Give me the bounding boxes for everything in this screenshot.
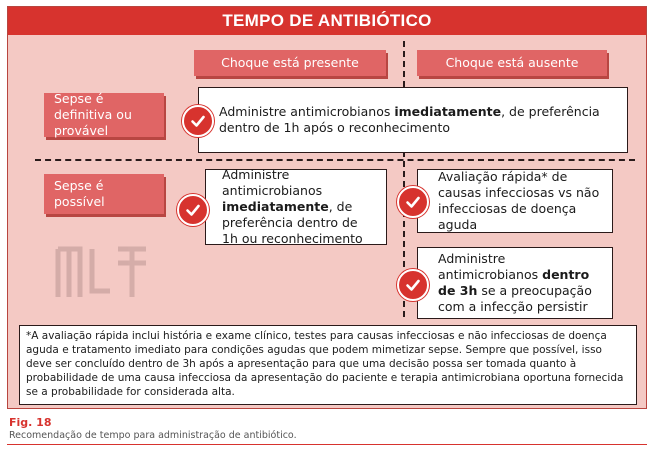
box-possible-absent-admin [417,247,613,319]
watermark-logo [52,239,152,301]
check-icon [397,186,429,218]
row-label-sepsis-definite: Sepse é definitiva ou provável [44,93,164,137]
infographic-frame [7,6,647,409]
horizontal-divider [35,159,635,161]
column-header-shock-absent: Choque está ausente [417,50,607,76]
footnote: *A avaliação rápida inclui história e exame clínico, testes para causas infecciosas e não infecciosas de doença aguda e tratamento imediato para condições agudas que podem mimetizar sepse. Sempre que possível, isso deve ser concluído dentro de 3h após a apresentação para que uma decisão possa ser tomada quanto à probabilidade de uma causa infecciosa da apresentação do paciente e terapia antimicrobiana oportuna fornecida se a probabilidade for considerada alta. [19,325,637,405]
box-possible-present-text: Administre antimicrobianos imediatamente, de preferência dentro de 1h ou reconhecimento [222,167,363,246]
figure-caption: Recomendação de tempo para administração de antibiótico. [9,430,297,441]
box-possible-absent-admin-text: Administre antimicrobianos dentro de 3h se a preocupação com a infecção persistir [438,251,592,314]
page-title: TEMPO DE ANTIBIÓTICO [8,7,646,35]
check-icon [397,269,429,301]
box-possible-absent-eval-text: Avaliação rápida* de causas infecciosas vs não infecciosas de doença aguda [438,169,600,232]
box-definite-immediate [198,87,628,153]
figure-label: Fig. 18 [9,416,52,429]
check-icon [177,194,209,226]
figure-rule [7,444,647,445]
column-header-shock-present: Choque está presente [194,50,386,76]
box-possible-present-immediate [205,169,387,245]
check-icon [182,105,214,137]
box-possible-absent-eval [417,169,613,233]
row-label-sepsis-possible: Sepse é possível [44,174,164,214]
box-definite-text: Administre antimicrobianos imediatamente, de preferência dentro de 1h após o reconhecimento [219,104,600,135]
